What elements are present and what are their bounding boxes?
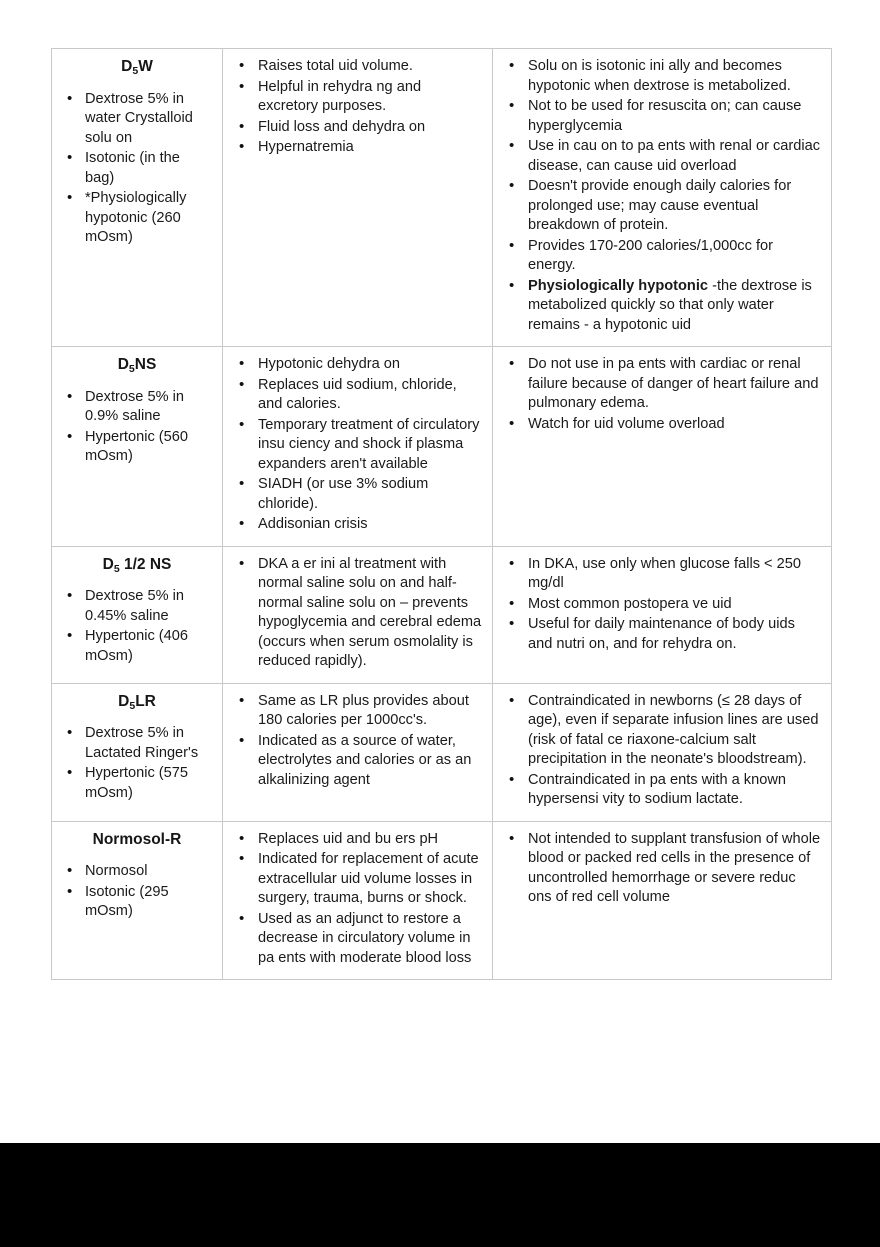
list-item: • Raises total uid volume. <box>233 57 482 77</box>
list-item <box>503 355 821 414</box>
list-item: • Used as an adjunct to restore a decrease in circulatory volume in pa ents with moderate blood loss <box>233 910 482 969</box>
table-row <box>52 347 832 547</box>
note-text: -the dextrose is metabolized quickly so that only water remains - a hypotonic uid <box>528 277 812 333</box>
fluid-notes-list <box>503 57 821 335</box>
cell-content <box>223 547 492 683</box>
table-row <box>52 546 832 683</box>
fluid-title <box>62 693 212 712</box>
list-item: • Same as LR plus provides about 180 calories per 1000cc's. <box>233 692 482 731</box>
list-item: • DKA a er ini al treatment with normal saline solu on and half-normal saline solu on – prevents hypoglycemia and cerebral edema (occurs when serum osmolality is reduced rapidly). <box>233 555 482 672</box>
cell-content <box>493 547 831 666</box>
list-item <box>503 277 821 336</box>
fluid-properties-list <box>62 862 212 922</box>
cell-content <box>223 347 492 546</box>
fluid-notes-cell <box>493 347 832 547</box>
note-text: Not to be used for resuscita on; can cause hyperglycemia <box>528 98 802 134</box>
fluid-uses-cell <box>223 347 493 547</box>
fluid-name-cell <box>52 49 223 347</box>
fluid-name-cell <box>52 347 223 547</box>
fluid-title-prefix: D <box>102 555 114 573</box>
fluid-properties-list <box>62 388 212 467</box>
fluid-title-suffix: 1/2 NS <box>119 555 172 573</box>
note-text: Watch for uid volume overload <box>528 415 725 432</box>
list-item <box>503 615 821 654</box>
fluid-notes-list <box>503 830 821 908</box>
list-item: • Hypertonic (575 mOsm) <box>62 764 212 803</box>
fluid-properties-list <box>62 724 212 803</box>
list-item: • Indicated for replacement of acute extracellular uid volume losses in surgery, trauma, burns or shock. <box>233 850 482 909</box>
fluid-title <box>62 556 212 575</box>
fluid-uses-list <box>233 57 482 158</box>
list-item: • Dextrose 5% in water Crystalloid solu on <box>62 90 212 149</box>
bottom-black-band <box>0 1143 880 1247</box>
note-text: Doesn't provide enough daily calories for prolonged use; may cause eventual breakdown of protein. <box>528 178 792 233</box>
cell-content <box>493 49 831 346</box>
list-item: • Hypotonic dehydra on <box>233 355 482 375</box>
fluid-title <box>62 58 212 77</box>
list-item <box>503 415 821 435</box>
fluid-uses-list <box>233 555 482 672</box>
list-item <box>503 771 821 810</box>
list-item <box>503 237 821 276</box>
list-item: • Hypertonic (406 mOsm) <box>62 627 212 666</box>
list-item <box>503 57 821 96</box>
fluid-name-cell <box>52 683 223 821</box>
fluid-name-cell <box>52 546 223 683</box>
note-text: Solu on is isotonic ini ally and becomes hypotonic when dextrose is metabolized. <box>528 58 791 94</box>
list-item <box>503 555 821 594</box>
list-item: • Indicated as a source of water, electrolytes and calories or as an alkalinizing agent <box>233 732 482 791</box>
list-item: • Replaces uid and bu ers pH <box>233 830 482 850</box>
fluid-title <box>62 356 212 375</box>
fluid-notes-list <box>503 692 821 810</box>
fluid-title-suffix: NS <box>134 356 157 373</box>
table-row <box>52 821 832 980</box>
list-item: • Hypertonic (560 mOsm) <box>62 428 212 467</box>
note-text: In DKA, use only when glucose falls < 250 mg/dl <box>528 555 801 591</box>
note-text: Use in cau on to pa ents with renal or cardiac disease, can cause uid overload <box>528 138 821 174</box>
iv-fluids-table <box>51 48 832 980</box>
cell-content <box>223 49 492 169</box>
table-body <box>52 49 832 980</box>
cell-content <box>223 684 492 802</box>
fluid-notes-cell <box>493 683 832 821</box>
list-item: • Helpful in rehydra ng and excretory purposes. <box>233 78 482 117</box>
fluid-properties-list <box>62 587 212 666</box>
cell-content <box>52 49 222 259</box>
fluid-title-prefix: Normosol-R <box>92 830 182 848</box>
cell-content <box>493 347 831 445</box>
list-item: • Dextrose 5% in 0.45% saline <box>62 587 212 626</box>
list-item <box>503 595 821 615</box>
fluid-notes-list <box>503 355 821 434</box>
fluid-title-prefix: D <box>117 356 129 373</box>
fluid-uses-cell <box>223 683 493 821</box>
fluid-title <box>62 831 212 850</box>
fluid-uses-list <box>233 692 482 791</box>
fluid-title-suffix: LR <box>135 692 156 710</box>
fluid-name-cell <box>52 821 223 980</box>
note-text: Contraindicated in pa ents with a known hypersensi vity to sodium lactate. <box>528 771 786 807</box>
list-item <box>503 97 821 136</box>
cell-content <box>223 822 492 980</box>
fluid-properties-list <box>62 90 212 248</box>
fluid-uses-cell <box>223 49 493 347</box>
list-item: • Fluid loss and dehydra on <box>233 118 482 138</box>
list-item: • Dextrose 5% in Lactated Ringer's <box>62 724 212 763</box>
list-item: • Isotonic (in the bag) <box>62 149 212 188</box>
cell-content <box>52 822 222 933</box>
fluid-uses-list <box>233 355 482 535</box>
fluid-title-subscript: 5 <box>132 65 139 77</box>
table-row <box>52 683 832 821</box>
fluid-notes-list <box>503 555 821 655</box>
fluid-notes-cell <box>493 49 832 347</box>
note-text: Most common postopera ve uid <box>528 595 732 612</box>
list-item: • Dextrose 5% in 0.9% saline <box>62 388 212 427</box>
list-item <box>503 137 821 176</box>
fluid-title-suffix: W <box>138 58 153 75</box>
note-text: Useful for daily maintenance of body uids and nutri on, and for rehydra on. <box>528 616 795 652</box>
cell-content <box>493 684 831 821</box>
note-text: Provides 170-200 calories/1,000cc for energy. <box>528 237 773 273</box>
note-text: Not intended to supplant transfusion of whole blood or packed red cells in the presence of uncontrolled hemorrhage or severe reduc ons of red cell volume <box>528 830 821 905</box>
table-row <box>52 49 832 347</box>
note-text: Contraindicated in newborns (≤ 28 days of age), even if separate infusion lines are used (risk of fatal ce riaxone-calcium salt precipitation in the neonate's bloodstream). <box>528 692 819 767</box>
fluid-title-subscript: 5 <box>113 562 120 575</box>
fluid-uses-cell <box>223 821 493 980</box>
fluid-title-prefix: D <box>118 692 130 710</box>
list-item: • Temporary treatment of circulatory insu ciency and shock if plasma expanders aren't available <box>233 416 482 475</box>
cell-content <box>52 684 222 815</box>
cell-content <box>52 347 222 478</box>
fluid-uses-list <box>233 830 482 969</box>
list-item <box>503 692 821 770</box>
list-item <box>503 830 821 908</box>
fluid-notes-cell <box>493 821 832 980</box>
note-text: Do not use in pa ents with cardiac or renal failure because of danger of heart failure and pulmonary edema. <box>528 356 819 411</box>
fluid-uses-cell <box>223 546 493 683</box>
list-item: • *Physiologically hypotonic (260 mOsm) <box>62 189 212 248</box>
list-item: • Hypernatremia <box>233 138 482 158</box>
emphasis-text: Physiologically hypotonic <box>528 277 709 294</box>
list-item: • Isotonic (295 mOsm) <box>62 883 212 922</box>
cell-content <box>493 822 831 919</box>
fluid-title-subscript: 5 <box>128 363 135 375</box>
list-item: • SIADH (or use 3% sodium chloride). <box>233 475 482 514</box>
fluid-title-subscript: 5 <box>129 699 136 712</box>
list-item <box>503 177 821 236</box>
list-item: • Replaces uid sodium, chloride, and calories. <box>233 376 482 415</box>
fluid-notes-cell <box>493 546 832 683</box>
cell-content <box>52 547 222 678</box>
list-item: • Addisonian crisis <box>233 515 482 535</box>
fluid-title-prefix: D <box>121 58 133 75</box>
list-item: • Normosol <box>62 862 212 882</box>
